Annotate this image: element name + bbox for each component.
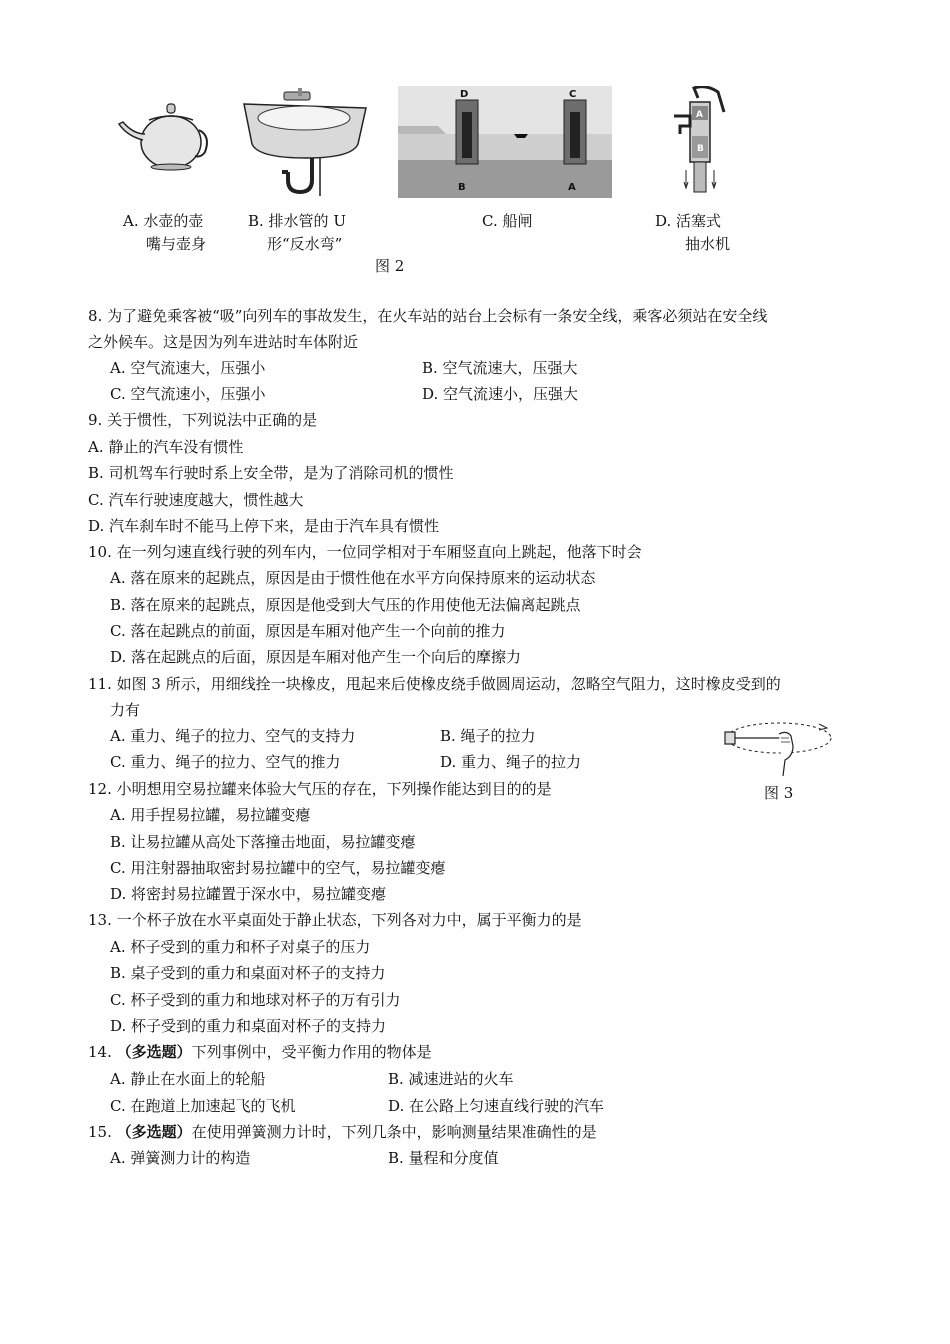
figure-2-caption: 图 2 xyxy=(375,257,405,275)
q8-stem-line1: 8. 为了避免乘客被“吸”向列车的事故发生，在火车站的站台上会标有一条安全线，乘客必须站在安全线 xyxy=(88,307,768,325)
q11-option-c[interactable]: C. 重力、绳子的拉力、空气的推力 xyxy=(110,753,341,771)
pump-label-a: A xyxy=(696,110,703,120)
q14-stem-line xyxy=(88,1042,432,1062)
q14-option-a[interactable]: A. 静止在水面上的轮船 xyxy=(110,1070,266,1088)
q9-option-b[interactable]: B. 司机驾车行驶时系上安全带，是为了消除司机的惯性 xyxy=(88,464,454,482)
fig2-label-a2: 嘴与壶身 xyxy=(146,235,207,253)
lock-label-d: D xyxy=(460,89,469,100)
q15-stem: 在使用弹簧测力计时，下列几条中，影响测量结果准确性的是 xyxy=(191,1123,597,1141)
q13-stem: 13. 一个杯子放在水平桌面处于静止状态，下列各对力中，属于平衡力的是 xyxy=(88,911,582,929)
q13-option-a[interactable]: A. 杯子受到的重力和杯子对桌子的压力 xyxy=(110,938,371,956)
q10-option-b[interactable]: B. 落在原来的起跳点，原因是他受到大气压的作用使他无法偏离起跳点 xyxy=(110,596,581,614)
q8-option-a[interactable]: A. 空气流速大，压强小 xyxy=(110,359,266,377)
teapot-icon xyxy=(113,96,213,176)
q15-option-b[interactable]: B. 量程和分度值 xyxy=(388,1149,499,1167)
q12-stem: 12. 小明想用空易拉罐来体验大气压的存在，下列操作能达到目的的是 xyxy=(88,780,552,798)
sink-u-trap-icon xyxy=(240,88,370,196)
fig2-label-c1: C. 船闸 xyxy=(482,212,533,230)
q8-stem-line2: 之外候车。这是因为列车进站时车体附近 xyxy=(88,333,359,351)
q14-multi-choice-tag: （多选题） xyxy=(116,1043,192,1061)
q11-option-d[interactable]: D. 重力、绳子的拉力 xyxy=(440,753,582,771)
q11-stem-line1: 11. 如图 3 所示，用细线拴一块橡皮，甩起来后使橡皮绕手做圆周运动，忽略空气阻力，这时橡皮受到的 xyxy=(88,675,781,693)
fig2-label-d1: D. 活塞式 xyxy=(655,212,722,230)
q13-option-b[interactable]: B. 桌子受到的重力和桌面对杯子的支持力 xyxy=(110,964,386,982)
lock-label-c: C xyxy=(569,89,577,100)
figure-3-caption: 图 3 xyxy=(764,784,794,802)
q15-number: 15. xyxy=(88,1123,112,1141)
q14-option-c[interactable]: C. 在跑道上加速起飞的飞机 xyxy=(110,1097,296,1115)
lock-label-b: B xyxy=(458,182,466,193)
q10-option-c[interactable]: C. 落在起跳点的前面，原因是车厢对他产生一个向前的推力 xyxy=(110,622,506,640)
q15-stem-line xyxy=(88,1122,597,1142)
fig2-label-b1: B. 排水管的 U xyxy=(248,212,346,230)
q12-option-c[interactable]: C. 用注射器抽取密封易拉罐中的空气，易拉罐变瘪 xyxy=(110,859,446,877)
fig2-label-d2: 抽水机 xyxy=(685,235,731,253)
q15-multi-choice-tag: （多选题） xyxy=(116,1123,192,1141)
q11-stem-line2: 力有 xyxy=(110,701,141,719)
q13-option-d[interactable]: D. 杯子受到的重力和桌面对杯子的支持力 xyxy=(110,1017,387,1035)
q9-stem: 9. 关于惯性，下列说法中正确的是 xyxy=(88,411,318,429)
pump-label-b: B xyxy=(697,144,704,154)
q9-option-a[interactable]: A. 静止的汽车没有惯性 xyxy=(88,438,244,456)
q11-option-a[interactable]: A. 重力、绳子的拉力、空气的支持力 xyxy=(110,727,356,745)
q13-option-c[interactable]: C. 杯子受到的重力和地球对杯子的万有引力 xyxy=(110,991,401,1009)
q12-option-b[interactable]: B. 让易拉罐从高处下落撞击地面，易拉罐变瘪 xyxy=(110,833,416,851)
q9-option-c[interactable]: C. 汽车行驶速度越大，惯性越大 xyxy=(88,491,304,509)
lock-label-a: A xyxy=(568,182,576,193)
fig2-label-b2: 形“反水弯” xyxy=(267,235,343,253)
eraser-circular-motion-icon xyxy=(723,716,835,778)
fig2-label-a1: A. 水壶的壶 xyxy=(123,212,204,230)
q10-option-a[interactable]: A. 落在原来的起跳点，原因是由于惯性他在水平方向保持原来的运动状态 xyxy=(110,569,596,587)
q11-option-b[interactable]: B. 绳子的拉力 xyxy=(440,727,536,745)
q12-option-a[interactable]: A. 用手捏易拉罐，易拉罐变瘪 xyxy=(110,806,311,824)
q15-option-a[interactable]: A. 弹簧测力计的构造 xyxy=(110,1149,251,1167)
q8-option-c[interactable]: C. 空气流速小，压强小 xyxy=(110,385,266,403)
q14-number: 14. xyxy=(88,1043,112,1061)
q10-option-d[interactable]: D. 落在起跳点的后面，原因是车厢对他产生一个向后的摩擦力 xyxy=(110,648,522,666)
q8-option-b[interactable]: B. 空气流速大，压强大 xyxy=(422,359,578,377)
q14-stem: 下列事例中，受平衡力作用的物体是 xyxy=(191,1043,432,1061)
q8-option-d[interactable]: D. 空气流速小，压强大 xyxy=(422,385,579,403)
q10-stem: 10. 在一列匀速直线行驶的列车内，一位同学相对于车厢竖直向上跳起，他落下时会 xyxy=(88,543,642,561)
ship-lock-icon xyxy=(398,86,612,198)
q14-option-b[interactable]: B. 减速进站的火车 xyxy=(388,1070,514,1088)
q9-option-d[interactable]: D. 汽车刹车时不能马上停下来，是由于汽车具有惯性 xyxy=(88,517,440,535)
piston-pump-icon xyxy=(664,86,736,198)
q12-option-d[interactable]: D. 将密封易拉罐置于深水中，易拉罐变瘪 xyxy=(110,885,387,903)
q14-option-d[interactable]: D. 在公路上匀速直线行驶的汽车 xyxy=(388,1097,605,1115)
